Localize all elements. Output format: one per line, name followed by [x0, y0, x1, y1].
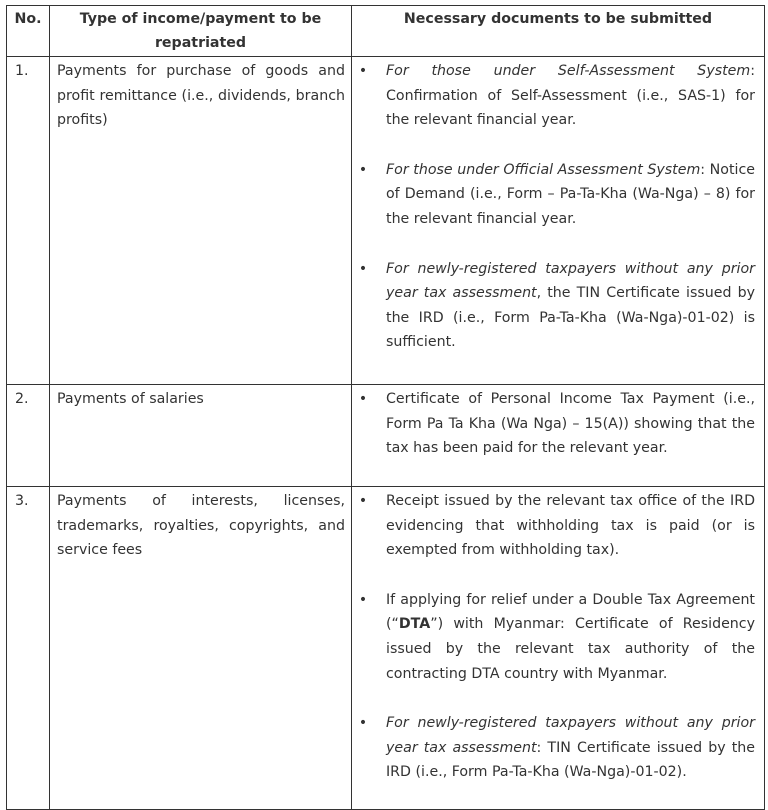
row-number: 3. [7, 487, 50, 810]
table-row [7, 487, 765, 810]
item-text-post: ”) with Myanmar: Certificate of Residency issued by the relevant tax authority of the contracting DTA country with Myanmar. [386, 616, 755, 682]
item-text-pre: If applying for relief under a Double Tax Agreement (“ [386, 591, 755, 633]
item-italic-text: For newly-registered taxpayers without any prior year tax assessment [386, 715, 755, 756]
header-docs: Necessary documents to be submitted [352, 6, 765, 57]
row-number: 2. [7, 385, 50, 487]
list-item [358, 588, 755, 686]
document-list-cell [352, 385, 765, 487]
item-text: : Confirmation of Self-Assessment (i.e., SAS-1) for the relevant financial year. [386, 63, 755, 129]
row-number: 1. [7, 57, 50, 385]
item-text: , the TIN Certificate issued by the IRD (i.e., Form Pa-Ta-Kha (Wa-Nga)-01-02) is sufficient. [386, 285, 755, 351]
bullet-icon: • [358, 493, 368, 509]
table-header-row [7, 6, 765, 57]
bullet-icon: • [358, 591, 368, 608]
income-type: Payments for purchase of goods and profit remittance (i.e., dividends, branch profits) [50, 57, 352, 385]
item-text: : TIN Certificate issued by the IRD (i.e., Form Pa-Ta-Kha (Wa-Nga)-01-02). [386, 739, 755, 781]
document-list [358, 489, 755, 785]
bullet-icon: • [358, 715, 368, 732]
item-bold-text: DTA [398, 616, 431, 633]
document-list [358, 387, 755, 461]
income-type: Payments of interests, licenses, trademarks, royalties, copyrights, and service fees [50, 487, 352, 810]
list-item [358, 387, 755, 461]
item-text: Certificate of Personal Income Tax Payment (i.e., Form Pa Ta Kha (Wa Nga) – 15(A)) showing that the tax has been paid for the relevant year. [386, 391, 755, 457]
item-italic-text: For those under Official Assessment System [386, 161, 701, 178]
bullet-icon: • [358, 260, 368, 277]
document-list-cell [352, 487, 765, 810]
repatriation-documents-table [6, 5, 765, 810]
header-no: No. [7, 6, 50, 57]
list-item [358, 59, 755, 133]
item-italic-text: For those under Self-Assessment System [386, 63, 751, 79]
list-item [358, 711, 755, 785]
bullet-icon: • [358, 63, 368, 79]
item-text: : Notice of Demand (i.e., Form – Pa-Ta-Kha (Wa-Nga) – 8) for the relevant financial year. [386, 161, 755, 227]
item-italic-text: For newly-registered taxpayers without any prior year tax assessment [386, 260, 755, 302]
income-type: Payments of salaries [50, 385, 352, 487]
bullet-icon: • [358, 161, 368, 178]
item-text: Receipt issued by the relevant tax office of the IRD evidencing that withholding tax is paid (or is exempted from withholding tax). [386, 493, 755, 559]
list-item [358, 158, 755, 232]
document-list [358, 59, 755, 355]
bullet-icon: • [358, 391, 368, 407]
list-item [358, 489, 755, 563]
table-row [7, 385, 765, 487]
table-row [7, 57, 765, 385]
header-type: Type of income/payment to be repatriated [50, 6, 352, 57]
list-item [358, 257, 755, 355]
document-list-cell [352, 57, 765, 385]
